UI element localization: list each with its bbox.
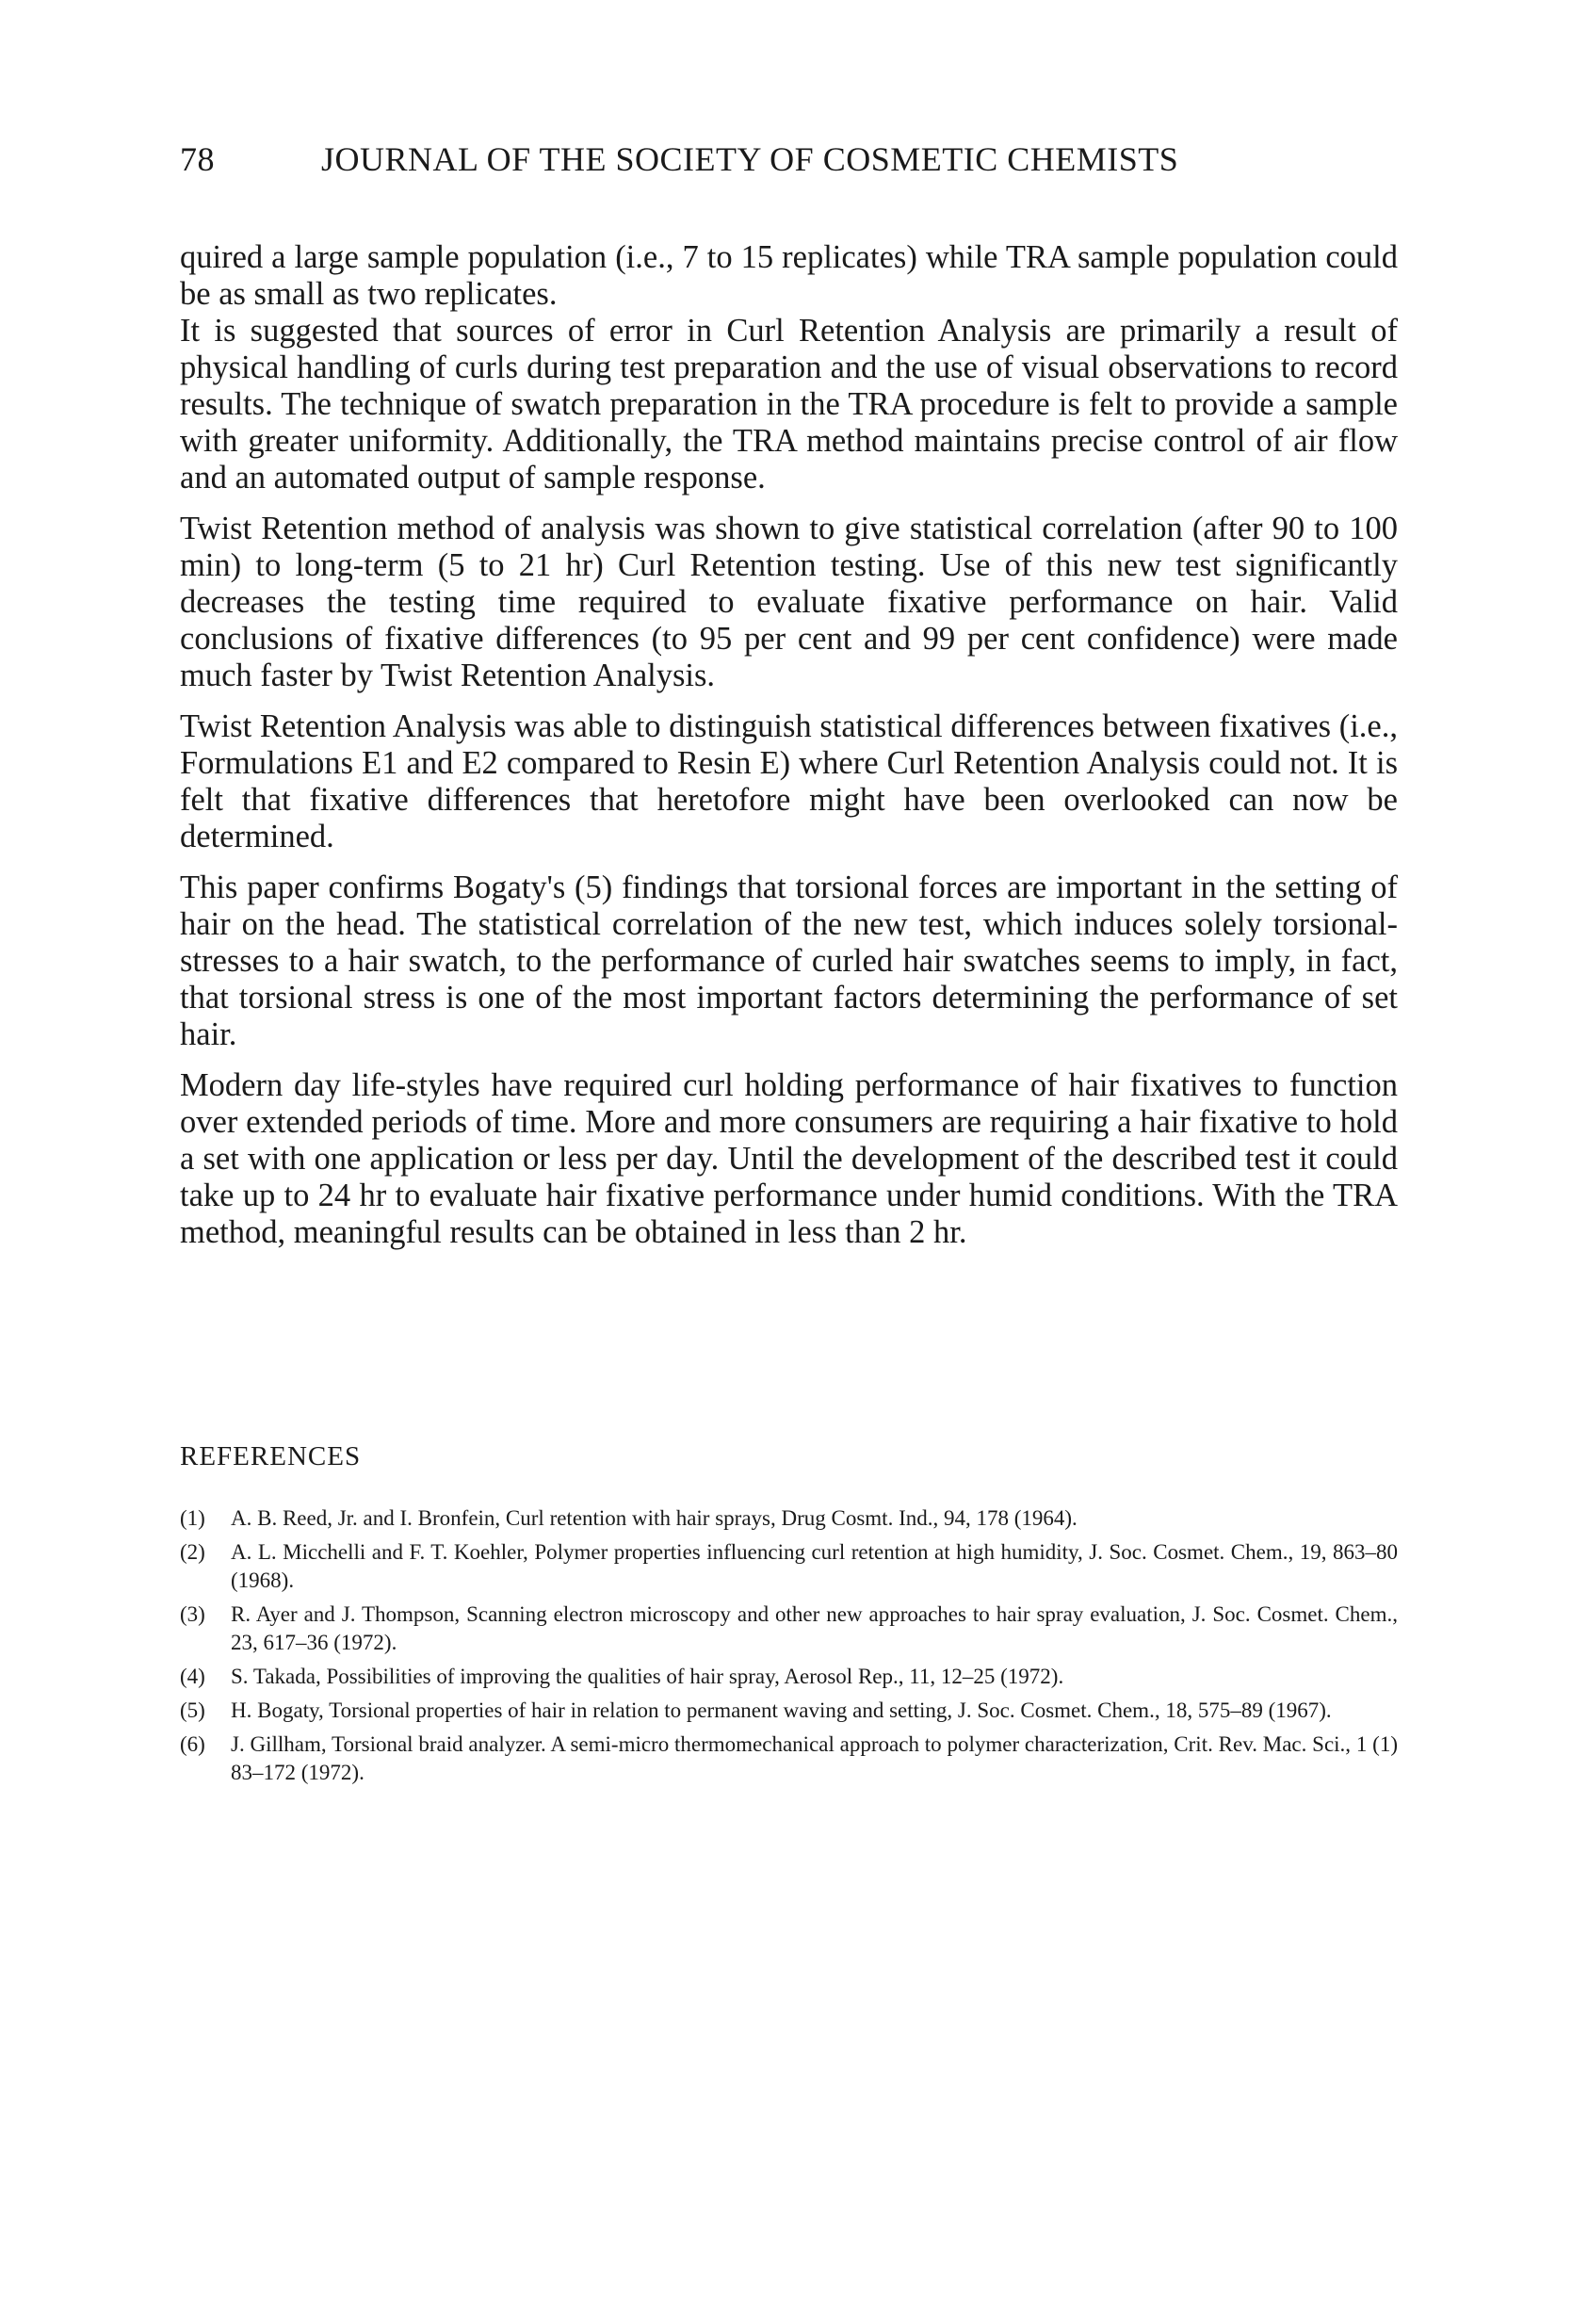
paragraph: Twist Retention Analysis was able to distinguish statistical differences between fixatives (i.e., Formulations E1 and E2 compared to Resin E) where Curl Retention Analysis could not. It is felt that fixative differences that heretofore might have been overlooked can now be determined.: [180, 708, 1398, 854]
reference-number: (3): [180, 1602, 205, 1626]
reference-number: (6): [180, 1732, 205, 1756]
reference-text: J. Gillham, Torsional braid analyzer. A semi-micro thermomechanical approach to polymer characterization, Crit. Rev. Mac. Sci., 1 (1) 83–172 (1972).: [231, 1732, 1398, 1784]
reference-text: A. B. Reed, Jr. and I. Bronfein, Curl retention with hair sprays, Drug Cosmt. Ind., 94, 178 (1964).: [231, 1506, 1078, 1530]
paragraph: This paper confirms Bogaty's (5) findings that torsional forces are important in the setting of hair on the head. The statistical correlation of the new test, which induces solely torsional-stresses to a hair swatch, to the performance of curled hair swatches seems to imply, in fact, that torsional stress is one of the most important factors determining the performance of set hair.: [180, 869, 1398, 1052]
reference-item: [180, 1697, 1398, 1725]
paragraph: Twist Retention method of analysis was shown to give statistical correlation (after 90 to 100 min) to long-term (5 to 21 hr) Curl Retention testing. Use of this new test significantly decreases the testing time required to evaluate fixative performance on hair. Valid conclusions of fixative differences (to 95 per cent and 99 per cent confidence) were made much faster by Twist Retention Analysis.: [180, 511, 1398, 693]
reference-item: [180, 1538, 1398, 1595]
body-text: [180, 239, 1398, 1265]
reference-item: [180, 1504, 1398, 1533]
paragraph: Modern day life-styles have required curl holding performance of hair fixatives to function over extended periods of time. More and more consumers are requiring a hair fixative to hold a set with one application or less per day. Until the development of the described test it could take up to 24 hr to evaluate hair fixative performance under humid conditions. With the TRA method, meaningful results can be obtained in less than 2 hr.: [180, 1067, 1398, 1250]
reference-text: R. Ayer and J. Thompson, Scanning electron microscopy and other new approaches to hair spray evaluation, J. Soc. Cosmet. Chem., 23, 617–36 (1972).: [231, 1602, 1398, 1654]
reference-item: [180, 1601, 1398, 1657]
page-number: 78: [180, 140, 215, 178]
reference-text: S. Takada, Possibilities of improving the qualities of hair spray, Aerosol Rep., 11, 12–25 (1972).: [231, 1665, 1064, 1688]
reference-number: (4): [180, 1665, 205, 1688]
reference-number: (2): [180, 1540, 205, 1564]
paragraph: It is suggested that sources of error in Curl Retention Analysis are primarily a result of physical handling of curls during test preparation and the use of visual observations to record results. The technique of swatch preparation in the TRA procedure is felt to provide a sample with greater uniformity. Additionally, the TRA method maintains precise control of air flow and an automated output of sample response.: [180, 313, 1398, 496]
reference-item: [180, 1663, 1398, 1691]
journal-title: JOURNAL OF THE SOCIETY OF COSMETIC CHEMISTS: [321, 140, 1179, 178]
references-heading: REFERENCES: [180, 1441, 362, 1471]
paragraph: quired a large sample population (i.e., 7 to 15 replicates) while TRA sample population could be as small as two replicates.: [180, 239, 1398, 312]
running-head: [180, 139, 1404, 179]
reference-number: (1): [180, 1506, 205, 1530]
reference-text: H. Bogaty, Torsional properties of hair in relation to permanent waving and setting, J. Soc. Cosmet. Chem., 18, 575–89 (1967).: [231, 1698, 1332, 1722]
reference-number: (5): [180, 1698, 205, 1722]
reference-list: [180, 1504, 1398, 1793]
reference-item: [180, 1731, 1398, 1787]
reference-text: A. L. Micchelli and F. T. Koehler, Polymer properties influencing curl retention at high humidity, J. Soc. Cosmet. Chem., 19, 863–80 (1968).: [231, 1540, 1398, 1592]
